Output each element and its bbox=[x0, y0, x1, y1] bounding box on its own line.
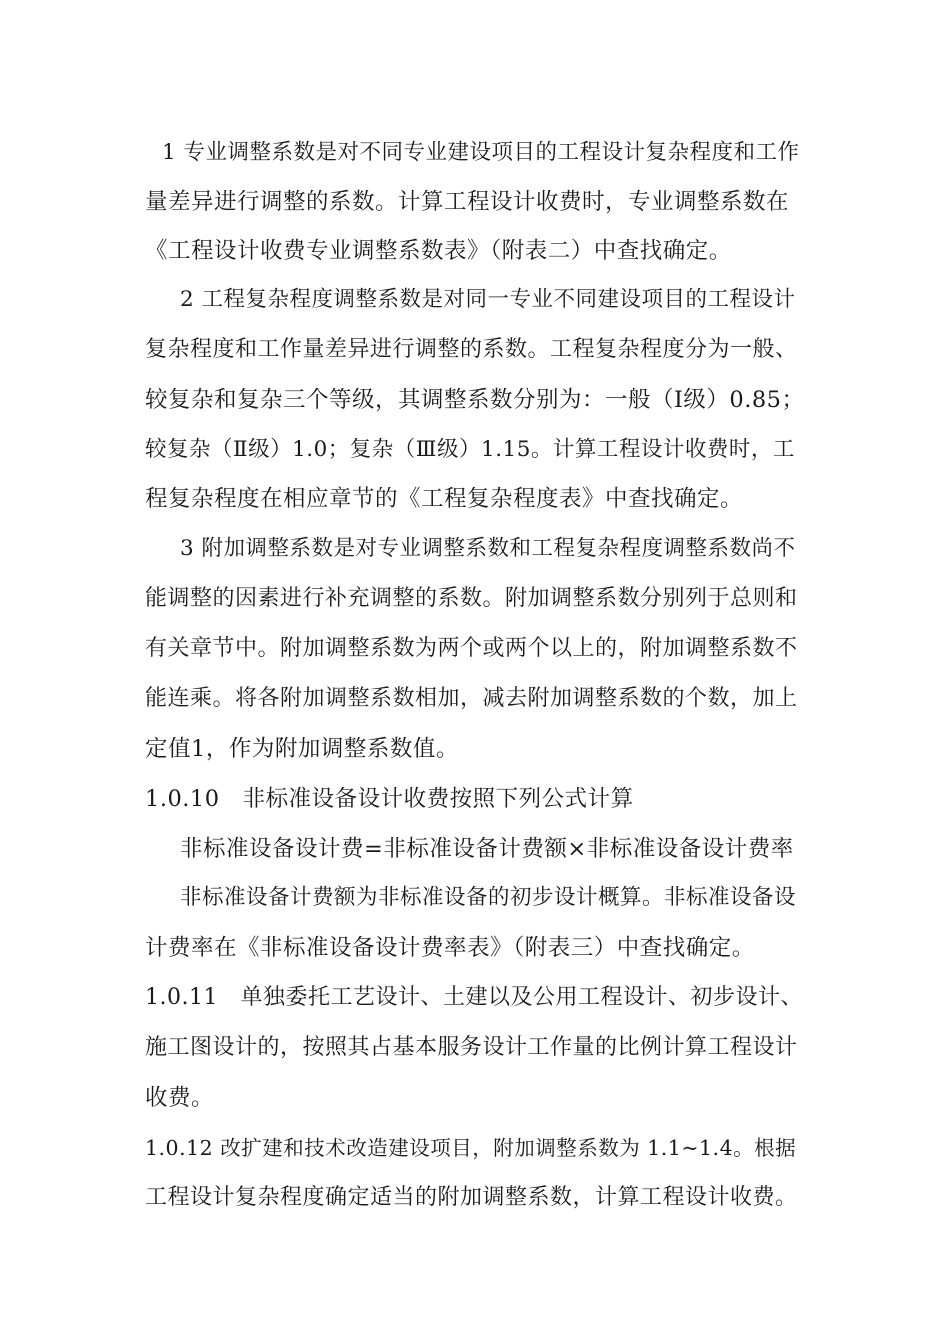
clause-1-0-11-line-3: 收费。 bbox=[145, 1085, 215, 1111]
clause-1-0-11-line-1: 1.0.11 单独委托工艺设计、土建以及公用工程设计、初步设计、 bbox=[145, 985, 803, 1010]
paragraph-2-line-5: 程复杂程度在相应章节的《工程复杂程度表》中查找确定。 bbox=[145, 486, 744, 512]
paragraph-1-line-3: 《工程设计收费专业调整系数表》（附表二）中查找确定。 bbox=[145, 238, 732, 264]
paragraph-3-line-4: 能连乘。将各附加调整系数相加，减去附加调整系数的个数，加上 bbox=[145, 686, 798, 711]
formula-line: 非标准设备设计费=非标准设备计费额×非标准设备设计费率 bbox=[180, 836, 794, 862]
paragraph-1-line-1: 1 专业调整系数是对不同专业建设项目的工程设计复杂程度和工作 bbox=[162, 140, 800, 165]
paragraph-2-line-1: 2 工程复杂程度调整系数是对同一专业不同建设项目的工程设计 bbox=[180, 287, 796, 312]
clause-1-0-11-line-2: 施工图设计的，按照其占基本服务设计工作量的比例计算工程设计 bbox=[145, 1035, 798, 1060]
paragraph-1-line-2: 量差异进行调整的系数。计算工程设计收费时，专业调整系数在 bbox=[145, 189, 790, 215]
paragraph-3-line-2: 能调整的因素进行补充调整的系数。附加调整系数分别列于总则和 bbox=[145, 586, 798, 611]
paragraph-3-line-3: 有关章节中。附加调整系数为两个或两个以上的，附加调整系数不 bbox=[145, 636, 798, 661]
paragraph-3-line-5: 定值1，作为附加调整系数值。 bbox=[145, 736, 459, 762]
clause-1-0-10-note-line-1: 非标准设备计费额为非标准设备的初步设计概算。非标准设备设 bbox=[180, 885, 797, 910]
paragraph-2-line-3: 较复杂和复杂三个等级，其调整系数分别为：一般（Ⅰ级）0.85； bbox=[145, 387, 805, 413]
clause-1-0-10-note-line-2: 计费率在《非标准设备设计费率表》（附表三）中查找确定。 bbox=[145, 935, 755, 961]
clause-1-0-12-line-2: 工程设计复杂程度确定适当的附加调整系数，计算工程设计收费。 bbox=[145, 1185, 798, 1210]
paragraph-3-line-1: 3 附加调整系数是对专业调整系数和工程复杂程度调整系数尚不 bbox=[180, 536, 796, 561]
clause-1-0-12-line-1: 1.0.12 改扩建和技术改造建设项目，附加调整系数为 1.1~1.4。根据 bbox=[145, 1136, 797, 1160]
clause-1-0-10-heading: 1.0.10 非标准设备设计收费按照下列公式计算 bbox=[145, 786, 634, 812]
paragraph-2-line-2: 复杂程度和工作量差异进行调整的系数。工程复杂程度分为一般、 bbox=[145, 337, 798, 362]
paragraph-2-line-4: 较复杂（Ⅱ级）1.0；复杂（Ⅲ级）1.15。计算工程设计收费时，工 bbox=[145, 437, 795, 462]
